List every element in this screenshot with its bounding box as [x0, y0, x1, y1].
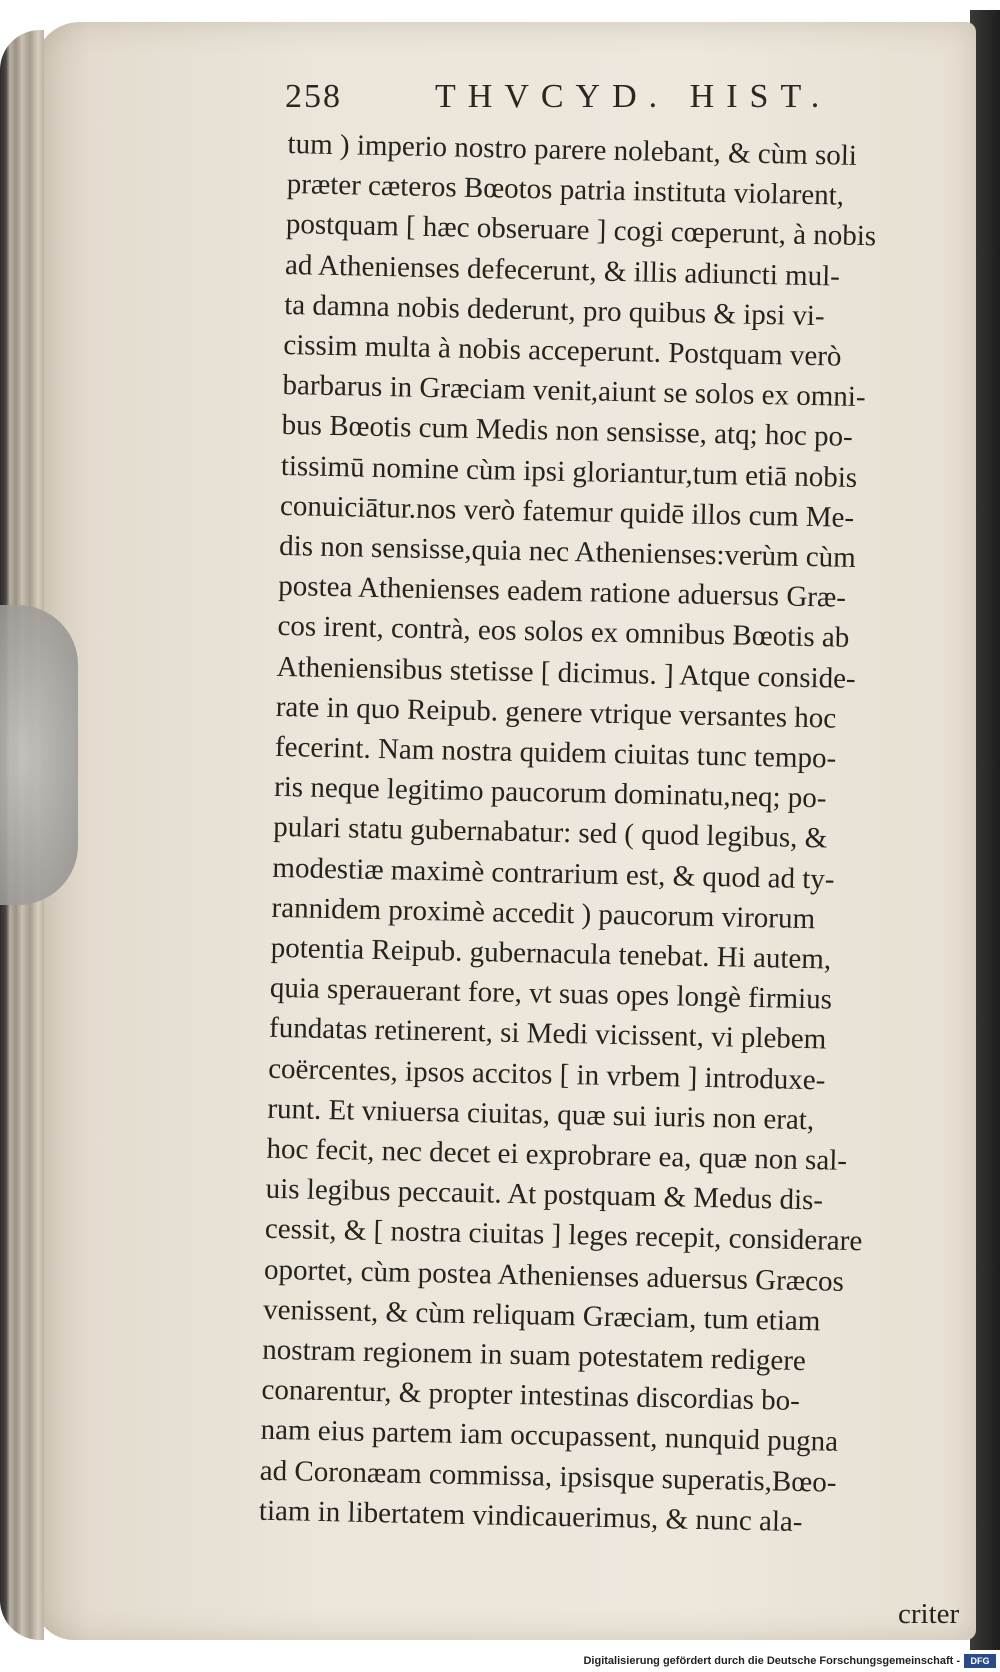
- text-line: dis non sensisse,quia nec Athenienses:verùm cùm: [278, 529, 857, 574]
- body-text: [258, 126, 978, 1570]
- text-line: ris neque legitimo paucorum dominatu,neq; po-: [273, 771, 827, 815]
- text-line: potentia Reipub. gubernacula tenebat. Hi autem,: [270, 931, 832, 976]
- text-line: fundatas retinerent, si Medi vicissent, vi plebem: [268, 1012, 827, 1056]
- text-line: venissent, & cùm reliquam Græciam, tum etiam: [262, 1293, 821, 1338]
- dfg-logo: DFG: [964, 1654, 996, 1668]
- text-line: bus Bœotis cum Medis non sensisse, atq; hoc po-: [281, 409, 854, 454]
- text-line: rannidem proximè accedit ) paucorum virorum: [271, 891, 816, 936]
- thumb-holding-page: [0, 605, 78, 905]
- text-line: tum ) imperio nostro parere nolebant, & cùm soli: [287, 127, 858, 172]
- page-header: [285, 78, 845, 128]
- text-line: cissim multa à nobis acceperunt. Postquam verò: [283, 328, 842, 373]
- text-line: conarentur, & propter intestinas discordias bo-: [261, 1373, 801, 1418]
- text-line: præter cæteros Bœotos patria instituta violarent,: [286, 168, 845, 212]
- text-line: barbarus in Græciam venit,aiunt se solos ex omni-: [282, 369, 866, 414]
- text-line: runt. Et vniuersa ciuitas, quæ sui iuris non erat,: [267, 1092, 815, 1137]
- text-line: cos irent, contrà, eos solos ex omnibus Bœotis ab: [277, 610, 850, 655]
- text-line: pulari statu gubernabatur: sed ( quod legibus, &: [272, 811, 828, 855]
- text-line: quia sperauerant fore, vt suas opes longè firmius: [269, 972, 833, 1016]
- catchword: criter: [898, 1598, 960, 1630]
- text-line: conuiciātur.nos verò fatemur quidē illos cum Me-: [279, 489, 855, 534]
- text-line: hoc fecit, nec decet ei exprobrare ea, quæ non sal-: [266, 1132, 848, 1177]
- text-line: Atheniensibus stetisse [ dicimus. ] Atque conside-: [276, 650, 856, 695]
- funding-credit: Digitalisierung gefördert durch die Deutsche Forschungsgemeinschaft -: [583, 1655, 960, 1667]
- page-number: 258: [285, 78, 342, 115]
- text-line: postquam [ hæc obseruare ] cogi cœperunt, à nobis: [285, 208, 877, 253]
- text-line: tiam in libertatem vindicauerimus, & nunc ala-: [258, 1494, 803, 1538]
- text-line: ad Coronæam commissa, ipsisque superatis,Bœo-: [259, 1454, 837, 1499]
- text-line: ta damna nobis dederunt, pro quibus & ipsi vi-: [283, 288, 825, 333]
- text-line: fecerint. Nam nostra quidem ciuitas tunc tempo-: [274, 730, 837, 775]
- running-head: THVCYD. HIST.: [435, 78, 832, 115]
- text-line: coërcentes, ipsos accitos [ in vrbem ] introduxe-: [267, 1052, 826, 1097]
- text-line: tissimū nomine cùm ipsi gloriantur,tum etiā nobis: [280, 449, 858, 494]
- text-line: oportet, cùm postea Athenienses aduersus Græcos: [263, 1253, 845, 1298]
- text-line: nostram regionem in suam potestatem redigere: [262, 1333, 807, 1378]
- text-line: ad Athenienses defecerunt, & illis adiuncti mul-: [284, 248, 841, 293]
- text-line: postea Athenienses eadem ratione aduersus Græ-: [278, 570, 847, 614]
- text-line: cessit, & [ nostra ciuitas ] leges recepit, considerare: [264, 1213, 863, 1258]
- text-line: uis legibus peccauit. At postquam & Medus dis-: [265, 1172, 824, 1217]
- text-line: modestiæ maximè contrarium est, & quod ad ty-: [272, 851, 835, 896]
- text-line: nam eius partem iam occupassent, nunquid pugna: [260, 1414, 839, 1459]
- text-line: rate in quo Reipub. genere vtrique versantes hoc: [275, 690, 837, 735]
